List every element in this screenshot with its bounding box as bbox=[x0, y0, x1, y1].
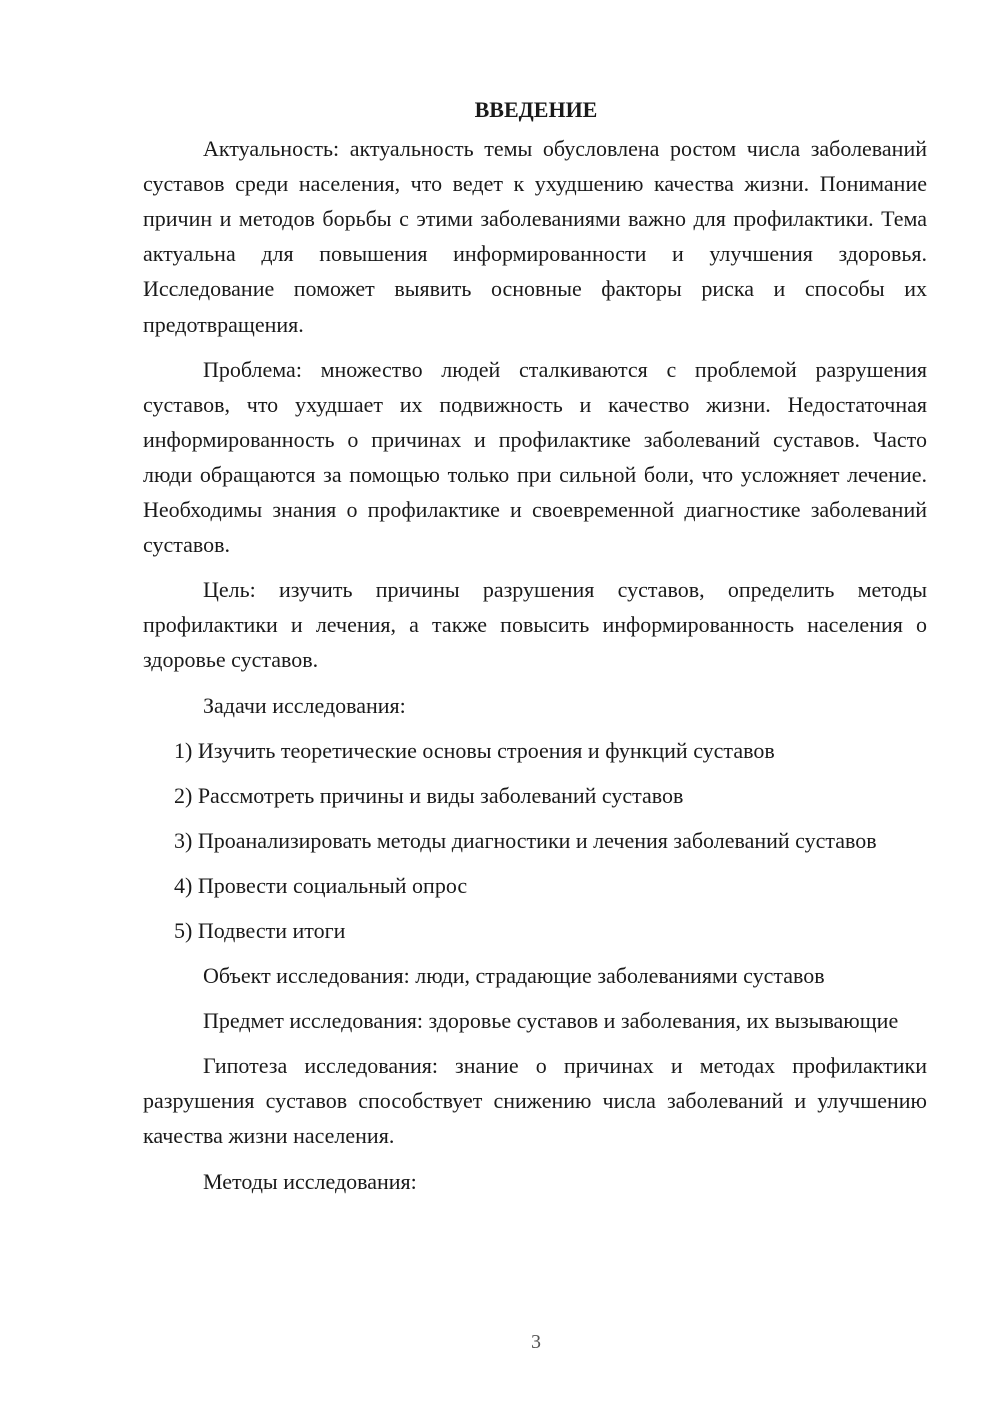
hypothesis-paragraph: Гипотеза исследования: знание о причинах и методах профилактики разрушения суставов способствует снижению числа заболеваний и улучшению качества жизни населения. bbox=[143, 1053, 927, 1149]
subject-paragraph: Предмет исследования: здоровье суставов и заболевания, их вызывающие bbox=[203, 1008, 899, 1034]
task-item-5: 5) Подвести итоги bbox=[174, 917, 346, 943]
relevance-paragraph: Актуальность: актуальность темы обусловлена ростом числа заболеваний суставов среди населения, что ведет к ухудшению качества жизни. Понимание причин и методов борьбы с этими заболеваниями важно для профилактики. Тема актуальна для повышения информированности и улучшения здоровья. Исследование поможет выявить основные факторы риска и способы их предотвращения. bbox=[143, 136, 927, 337]
task-item-4: 4) Провести социальный опрос bbox=[174, 872, 468, 898]
task-item-1: 1) Изучить теоретические основы строения и функций суставов bbox=[174, 737, 775, 763]
problem-paragraph: Проблема: множество людей сталкиваются с проблемой разрушения суставов, что ухудшает их подвижность и качество жизни. Недостаточная информированность о причинах и профилактике заболеваний суставов. Часто люди обращаются за помощью только при сильной боли, что усложняет лечение. Необходимы знания о профилактике и своевременной диагностике заболеваний суставов. bbox=[143, 356, 927, 558]
page-number: 3 bbox=[531, 1331, 541, 1353]
document-page bbox=[143, 92, 927, 1209]
tasks-heading: Задачи исследования: bbox=[203, 692, 406, 718]
methods-heading: Методы исследования: bbox=[203, 1168, 417, 1194]
goal-paragraph: Цель: изучить причины разрушения суставов, определить методы профилактики и лечения, а также повысить информированность населения о здоровье суставов. bbox=[143, 577, 927, 673]
page-title: ВВЕДЕНИЕ bbox=[474, 97, 598, 122]
object-paragraph: Объект исследования: люди, страдающие заболеваниями суставов bbox=[203, 963, 825, 989]
task-item-2: 2) Рассмотреть причины и виды заболеваний суставов bbox=[174, 782, 684, 808]
task-item-3: 3) Проанализировать методы диагностики и лечения заболеваний суставов bbox=[174, 827, 877, 853]
